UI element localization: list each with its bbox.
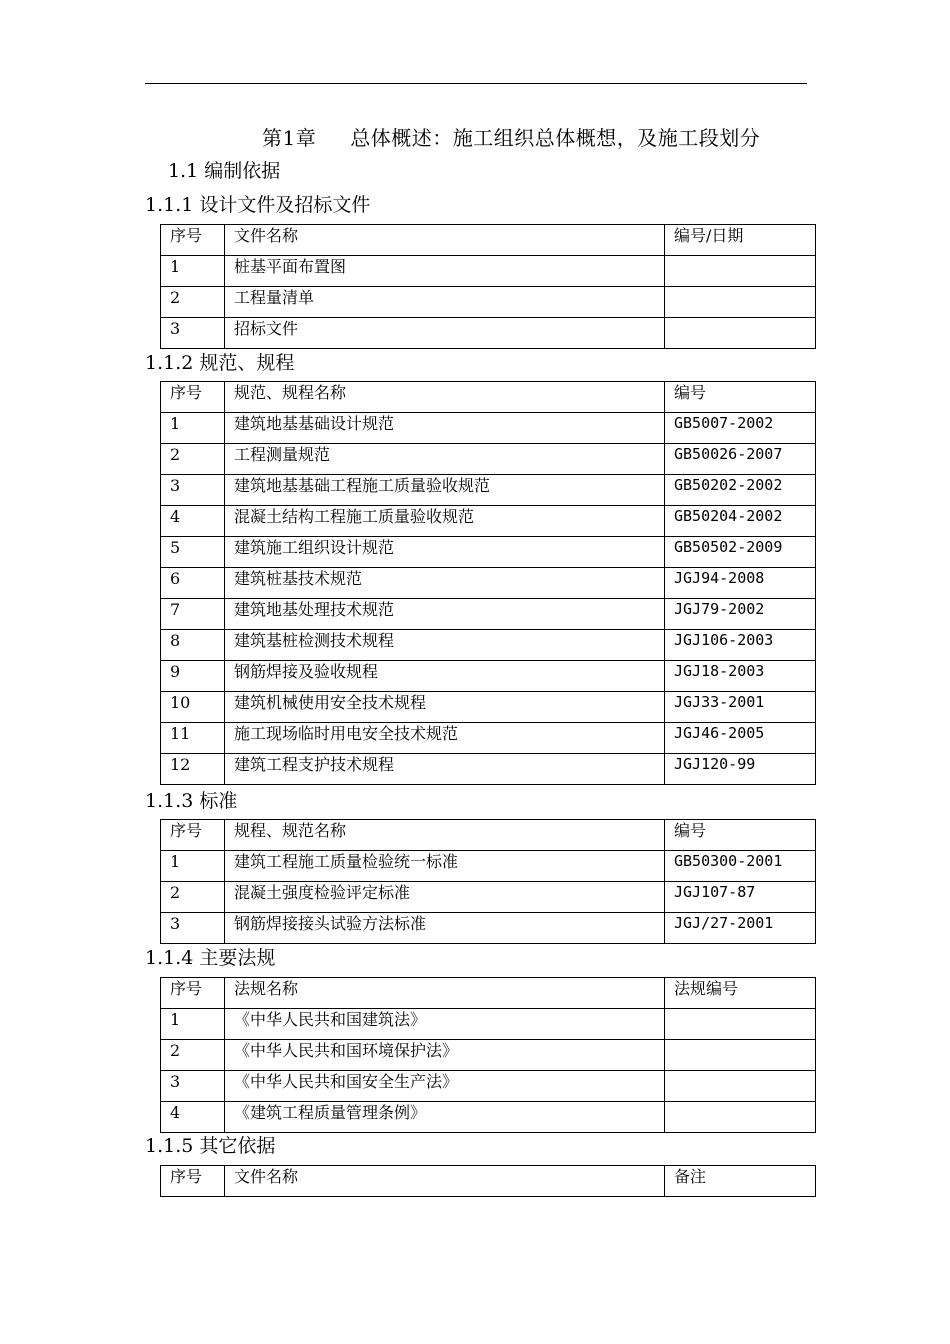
table-row xyxy=(161,506,816,537)
table-row xyxy=(161,568,816,599)
table-cell: 建筑地基处理技术规范 xyxy=(225,599,665,630)
table-cell: 桩基平面布置图 xyxy=(225,256,665,287)
table-row xyxy=(161,318,816,349)
table-row xyxy=(161,444,816,475)
table-cell: GB5007-2002 xyxy=(665,413,816,444)
table-cell: 10 xyxy=(161,692,225,723)
table-row xyxy=(161,630,816,661)
table-cell: 3 xyxy=(161,475,225,506)
table-cell: 3 xyxy=(161,318,225,349)
table-cell: 建筑施工组织设计规范 xyxy=(225,537,665,568)
table-cell: 建筑工程施工质量检验统一标准 xyxy=(225,851,665,882)
table-cell: GB50026-2007 xyxy=(665,444,816,475)
table-row xyxy=(161,287,816,318)
table-row xyxy=(161,913,816,944)
header-cell: 法规编号 xyxy=(665,978,816,1009)
header-cell: 序号 xyxy=(161,820,225,851)
table-cell: 2 xyxy=(161,882,225,913)
table-header-row xyxy=(161,382,816,413)
table-other xyxy=(160,1165,816,1197)
table-cell: 12 xyxy=(161,754,225,785)
table-cell: JGJ106-2003 xyxy=(665,630,816,661)
table-design-docs xyxy=(160,224,816,349)
subsection-heading-design-docs: 1.1.1 设计文件及招标文件 xyxy=(145,194,371,216)
table-cell: JGJ/27-2001 xyxy=(665,913,816,944)
table-row xyxy=(161,882,816,913)
table-cell: JGJ79-2002 xyxy=(665,599,816,630)
table-cell xyxy=(665,1071,816,1102)
table-cell: 混凝土强度检验评定标准 xyxy=(225,882,665,913)
table-cell: 建筑桩基技术规范 xyxy=(225,568,665,599)
table-cell: 1 xyxy=(161,256,225,287)
table-codes xyxy=(160,381,816,785)
chapter-number: 第1章 xyxy=(262,126,317,150)
table-standards xyxy=(160,819,816,944)
table-cell: 3 xyxy=(161,913,225,944)
table-cell: 建筑基桩检测技术规程 xyxy=(225,630,665,661)
header-cell: 文件名称 xyxy=(225,1166,665,1197)
table-cell xyxy=(665,1040,816,1071)
table-cell xyxy=(665,318,816,349)
table-row xyxy=(161,754,816,785)
table-regulations xyxy=(160,977,816,1133)
table-cell: 1 xyxy=(161,851,225,882)
table-cell xyxy=(665,1102,816,1133)
table-cell: 施工现场临时用电安全技术规范 xyxy=(225,723,665,754)
table-cell: 混凝土结构工程施工质量验收规范 xyxy=(225,506,665,537)
table-cell: 2 xyxy=(161,1040,225,1071)
table-row xyxy=(161,599,816,630)
table-row xyxy=(161,1102,816,1133)
table-cell: JGJ33-2001 xyxy=(665,692,816,723)
table-cell: 11 xyxy=(161,723,225,754)
subsection-heading-standards: 1.1.3 标准 xyxy=(145,790,238,812)
table-row xyxy=(161,475,816,506)
table-cell: 钢筋焊接及验收规程 xyxy=(225,661,665,692)
header-cell: 编号 xyxy=(665,382,816,413)
header-cell: 法规名称 xyxy=(225,978,665,1009)
table-cell xyxy=(665,287,816,318)
table-header-row xyxy=(161,978,816,1009)
table-cell: 9 xyxy=(161,661,225,692)
table-cell: GB50502-2009 xyxy=(665,537,816,568)
table-cell: 《中华人民共和国建筑法》 xyxy=(225,1009,665,1040)
header-cell: 序号 xyxy=(161,382,225,413)
subsection-heading-regulations: 1.1.4 主要法规 xyxy=(145,947,276,969)
table-row xyxy=(161,723,816,754)
table-cell: 建筑机械使用安全技术规程 xyxy=(225,692,665,723)
table-row xyxy=(161,1009,816,1040)
table-cell: 6 xyxy=(161,568,225,599)
table-cell: 建筑地基基础设计规范 xyxy=(225,413,665,444)
table-cell xyxy=(665,256,816,287)
table-cell: 工程测量规范 xyxy=(225,444,665,475)
table-cell: GB50300-2001 xyxy=(665,851,816,882)
table-cell: 4 xyxy=(161,1102,225,1133)
table-cell: 2 xyxy=(161,287,225,318)
table-cell: 7 xyxy=(161,599,225,630)
table-row xyxy=(161,256,816,287)
table-cell: JGJ107-87 xyxy=(665,882,816,913)
table-cell: 钢筋焊接接头试验方法标准 xyxy=(225,913,665,944)
table-row xyxy=(161,1040,816,1071)
header-cell: 备注 xyxy=(665,1166,816,1197)
table-cell: 4 xyxy=(161,506,225,537)
header-cell: 规程、规范名称 xyxy=(225,820,665,851)
table-header-row xyxy=(161,1166,816,1197)
table-cell: 《建筑工程质量管理条例》 xyxy=(225,1102,665,1133)
table-cell: 8 xyxy=(161,630,225,661)
table-cell: 1 xyxy=(161,413,225,444)
table-cell: 3 xyxy=(161,1071,225,1102)
table-cell: GB50202-2002 xyxy=(665,475,816,506)
table-row xyxy=(161,537,816,568)
table-cell: 1 xyxy=(161,1009,225,1040)
table-cell: 工程量清单 xyxy=(225,287,665,318)
chapter-title-text: 总体概述：施工组织总体概想，及施工段划分 xyxy=(350,126,761,150)
table-cell: 《中华人民共和国安全生产法》 xyxy=(225,1071,665,1102)
table-header-row xyxy=(161,225,816,256)
header-cell: 文件名称 xyxy=(225,225,665,256)
table-header-row xyxy=(161,820,816,851)
table-row xyxy=(161,413,816,444)
header-cell: 序号 xyxy=(161,225,225,256)
header-rule xyxy=(145,83,807,84)
table-cell: 2 xyxy=(161,444,225,475)
header-cell: 规范、规程名称 xyxy=(225,382,665,413)
table-cell: 5 xyxy=(161,537,225,568)
subsection-heading-other: 1.1.5 其它依据 xyxy=(145,1135,276,1157)
table-cell: GB50204-2002 xyxy=(665,506,816,537)
table-cell xyxy=(665,1009,816,1040)
chapter-title xyxy=(262,122,760,151)
table-cell: 招标文件 xyxy=(225,318,665,349)
header-cell: 序号 xyxy=(161,978,225,1009)
table-cell: 《中华人民共和国环境保护法》 xyxy=(225,1040,665,1071)
table-cell: JGJ18-2003 xyxy=(665,661,816,692)
table-row xyxy=(161,851,816,882)
table-row xyxy=(161,661,816,692)
table-cell: JGJ46-2005 xyxy=(665,723,816,754)
table-cell: JGJ120-99 xyxy=(665,754,816,785)
table-cell: 建筑工程支护技术规程 xyxy=(225,754,665,785)
header-cell: 序号 xyxy=(161,1166,225,1197)
table-cell: 建筑地基基础工程施工质量验收规范 xyxy=(225,475,665,506)
header-cell: 编号 xyxy=(665,820,816,851)
table-cell: JGJ94-2008 xyxy=(665,568,816,599)
subsection-heading-codes: 1.1.2 规范、规程 xyxy=(145,352,295,374)
table-row xyxy=(161,692,816,723)
header-cell: 编号/日期 xyxy=(665,225,816,256)
section-heading: 1.1 编制依据 xyxy=(168,160,281,182)
table-row xyxy=(161,1071,816,1102)
